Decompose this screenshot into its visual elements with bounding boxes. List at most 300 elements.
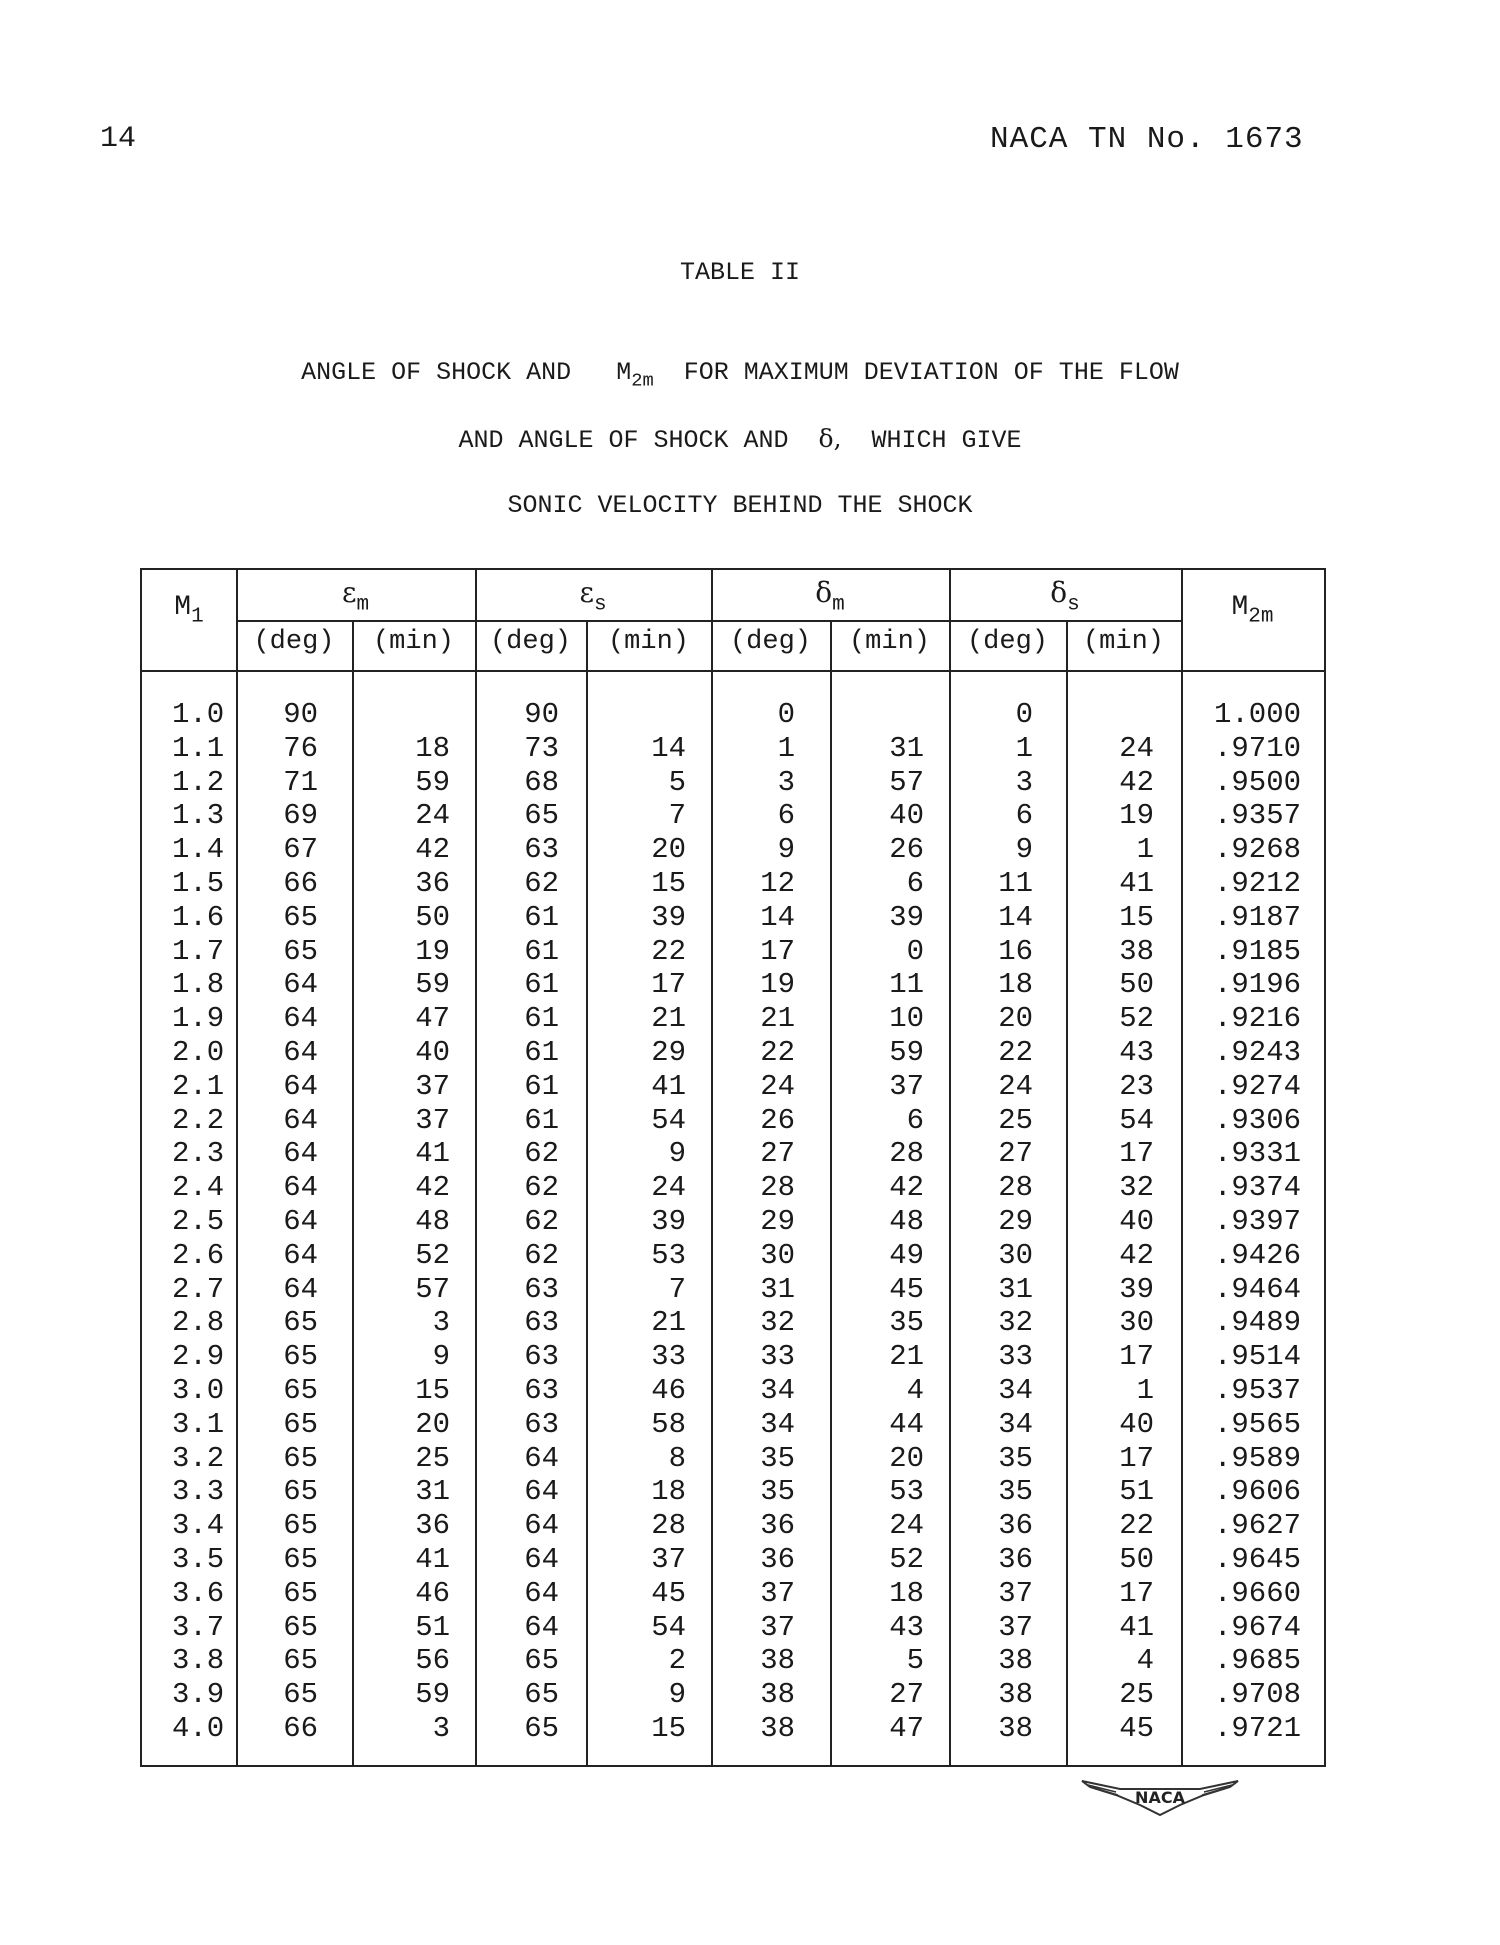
table-cell: .9243 xyxy=(1213,1035,1301,1069)
table-cell: 5 xyxy=(668,765,686,799)
table-cell: .9721 xyxy=(1213,1711,1301,1745)
table-cell: 50 xyxy=(1119,1542,1154,1576)
table-cell: 59 xyxy=(415,968,450,1002)
table-cell: 20 xyxy=(415,1407,450,1441)
table-cell: 45 xyxy=(1119,1711,1154,1745)
column-delta-s-min xyxy=(1066,698,1154,1746)
table-cell: 32 xyxy=(1119,1171,1154,1205)
table-cell: 64 xyxy=(283,1103,318,1137)
table-cell: .9627 xyxy=(1213,1509,1301,1543)
table-cell: 50 xyxy=(1119,968,1154,1002)
column-delta-m-deg xyxy=(711,698,795,1746)
table-cell: 42 xyxy=(1119,1238,1154,1272)
table-cell: 61 xyxy=(524,1002,559,1036)
table-cell: 4 xyxy=(1136,1644,1154,1678)
table-cell: 21 xyxy=(651,1306,686,1340)
table-cell: 26 xyxy=(889,833,924,867)
table-cell: 3.3 xyxy=(172,1475,225,1509)
table-cell: 31 xyxy=(998,1272,1033,1306)
table-cell: 35 xyxy=(760,1475,795,1509)
table-cell: 76 xyxy=(283,731,318,765)
table-cell: 24 xyxy=(651,1171,686,1205)
table-cell: 0 xyxy=(906,934,924,968)
table-cell: 11 xyxy=(998,866,1033,900)
table-cell: 40 xyxy=(1119,1407,1154,1441)
table-cell: 61 xyxy=(524,934,559,968)
table-cell: 22 xyxy=(1119,1509,1154,1543)
table-cell: 37 xyxy=(998,1610,1033,1644)
table-cell: 48 xyxy=(889,1204,924,1238)
table-cell: .9589 xyxy=(1213,1441,1301,1475)
table-cell: 18 xyxy=(415,731,450,765)
table-cell: 65 xyxy=(283,934,318,968)
naca-logo xyxy=(1080,1775,1240,1827)
table-cell: 40 xyxy=(889,799,924,833)
table-cell: 40 xyxy=(415,1035,450,1069)
table-cell: 19 xyxy=(415,934,450,968)
table-cell: 2.8 xyxy=(172,1306,225,1340)
svg-text:NACA: NACA xyxy=(1135,1788,1185,1807)
table-cell: 36 xyxy=(760,1509,795,1543)
table-cell: 20 xyxy=(998,1002,1033,1036)
table-cell: 1 xyxy=(1015,731,1033,765)
column-eps-m-deg xyxy=(236,698,318,1746)
column-delta-m-min xyxy=(830,698,924,1746)
table-cell: 51 xyxy=(415,1610,450,1644)
header-m1: $M_1$ xyxy=(174,592,204,629)
table-cell: 37 xyxy=(415,1103,450,1137)
table-cell: 65 xyxy=(283,1373,318,1407)
table-cell: 51 xyxy=(1119,1475,1154,1509)
table-cell: 1.2 xyxy=(172,765,225,799)
table-cell: 43 xyxy=(1119,1035,1154,1069)
table-cell: 53 xyxy=(889,1475,924,1509)
table-cell: 41 xyxy=(415,1137,450,1171)
table-cell: 47 xyxy=(415,1002,450,1036)
column-eps-m-min xyxy=(352,698,450,1746)
table-cell: 35 xyxy=(998,1475,1033,1509)
table-cell: 28 xyxy=(760,1171,795,1205)
table-cell: 37 xyxy=(760,1576,795,1610)
table-cell: .9565 xyxy=(1213,1407,1301,1441)
table-cell: 57 xyxy=(415,1272,450,1306)
table-cell: 24 xyxy=(889,1509,924,1543)
title-delta-symbol: δ, xyxy=(818,424,842,453)
table-cell: 65 xyxy=(283,1475,318,1509)
table-cell: 49 xyxy=(889,1238,924,1272)
title-m2m-symbol: $M_{2m}$ xyxy=(616,358,654,392)
table-cell: 64 xyxy=(283,1171,318,1205)
table-cell: 35 xyxy=(760,1441,795,1475)
table-cell: 28 xyxy=(998,1171,1033,1205)
subheader-min: (min) xyxy=(372,627,454,657)
table-cell: 0 xyxy=(1015,698,1033,731)
table-cell: 36 xyxy=(415,1509,450,1543)
table-cell: 5 xyxy=(906,1644,924,1678)
table-cell: 65 xyxy=(283,1678,318,1712)
table-cell: 19 xyxy=(1119,799,1154,833)
table-cell: 23 xyxy=(1119,1069,1154,1103)
header-eps-s: $\varepsilon_s$ xyxy=(579,576,607,617)
table-cell: 2.1 xyxy=(172,1069,225,1103)
table-cell: 22 xyxy=(651,934,686,968)
table-cell: 71 xyxy=(283,765,318,799)
table-cell: 1.8 xyxy=(172,968,225,1002)
table-cell: .9274 xyxy=(1213,1069,1301,1103)
subheader-deg: (deg) xyxy=(729,627,811,657)
table-cell: 18 xyxy=(998,968,1033,1002)
table-cell: 24 xyxy=(760,1069,795,1103)
table-cell: 9 xyxy=(668,1678,686,1712)
table-cell: .9514 xyxy=(1213,1340,1301,1374)
table-cell: 38 xyxy=(998,1711,1033,1745)
table-cell: 1.5 xyxy=(172,866,225,900)
table-cell: 3.0 xyxy=(172,1373,225,1407)
table-cell: 33 xyxy=(998,1340,1033,1374)
table-cell: 39 xyxy=(651,1204,686,1238)
table-cell: 17 xyxy=(1119,1340,1154,1374)
table-cell: 46 xyxy=(651,1373,686,1407)
table-cell: 65 xyxy=(283,1340,318,1374)
table-cell: 2.5 xyxy=(172,1204,225,1238)
table-cell: 41 xyxy=(1119,866,1154,900)
table-cell: .9708 xyxy=(1213,1678,1301,1712)
table-cell: 69 xyxy=(283,799,318,833)
table-cell: 31 xyxy=(415,1475,450,1509)
table-cell: .9357 xyxy=(1213,799,1301,833)
table-cell: 65 xyxy=(283,900,318,934)
table-cell: 1.7 xyxy=(172,934,225,968)
table-cell: 1 xyxy=(1136,833,1154,867)
header-delta-m: $\delta_m$ xyxy=(815,576,845,617)
table-cell: 29 xyxy=(998,1204,1033,1238)
table-cell: 56 xyxy=(415,1644,450,1678)
table-cell: 66 xyxy=(283,866,318,900)
table-cell: 47 xyxy=(889,1711,924,1745)
table-cell: 36 xyxy=(415,866,450,900)
table-cell: .9185 xyxy=(1213,934,1301,968)
table-cell: 3 xyxy=(777,765,795,799)
table-cell: 62 xyxy=(524,1238,559,1272)
table-cell: 6 xyxy=(1015,799,1033,833)
table-cell: 30 xyxy=(1119,1306,1154,1340)
table-cell: 38 xyxy=(760,1644,795,1678)
column-eps-s-deg xyxy=(475,698,559,1746)
table-cell: 63 xyxy=(524,1340,559,1374)
table-cell: 15 xyxy=(1119,900,1154,934)
table-cell: 37 xyxy=(998,1576,1033,1610)
table-cell: .9306 xyxy=(1213,1103,1301,1137)
table-title-line-1 xyxy=(0,358,1480,392)
table-cell: .9374 xyxy=(1213,1171,1301,1205)
table-cell: 39 xyxy=(1119,1272,1154,1306)
table-cell: 9 xyxy=(432,1340,450,1374)
table-cell: 2.4 xyxy=(172,1171,225,1205)
table-cell: 3.9 xyxy=(172,1678,225,1712)
table-cell: .9685 xyxy=(1213,1644,1301,1678)
table-cell xyxy=(830,698,924,732)
table-cell: 46 xyxy=(415,1576,450,1610)
table-cell: 20 xyxy=(651,833,686,867)
table-cell: 0 xyxy=(777,698,795,731)
table-cell: 45 xyxy=(651,1576,686,1610)
table-cell: 54 xyxy=(1119,1103,1154,1137)
table-cell: 63 xyxy=(524,1407,559,1441)
table-cell: 29 xyxy=(760,1204,795,1238)
table-cell: 1.0 xyxy=(172,698,225,731)
table-cell: 14 xyxy=(651,731,686,765)
table-cell: 6 xyxy=(777,799,795,833)
table-cell: 64 xyxy=(283,1204,318,1238)
table-cell: 39 xyxy=(651,900,686,934)
table-cell: 64 xyxy=(524,1576,559,1610)
table-cell: 2.9 xyxy=(172,1340,225,1374)
table-cell xyxy=(352,698,450,732)
table-cell: 1.6 xyxy=(172,900,225,934)
table-cell: 14 xyxy=(760,900,795,934)
table-cell: 2.0 xyxy=(172,1035,225,1069)
table-cell xyxy=(586,698,686,732)
table-cell: .9268 xyxy=(1213,833,1301,867)
column-delta-s-deg xyxy=(949,698,1033,1746)
table-title-line-3: SONIC VELOCITY BEHIND THE SHOCK xyxy=(507,491,973,520)
table-cell: 64 xyxy=(283,1069,318,1103)
table-cell: 2 xyxy=(668,1644,686,1678)
table-cell: 65 xyxy=(283,1441,318,1475)
table-cell: 21 xyxy=(760,1002,795,1036)
table-cell: 3 xyxy=(1015,765,1033,799)
table-cell: 63 xyxy=(524,833,559,867)
subheader-min: (min) xyxy=(848,627,930,657)
table-cell: 64 xyxy=(283,1002,318,1036)
table-title-line-2 xyxy=(0,424,1480,455)
table-cell: 66 xyxy=(283,1711,318,1745)
table-cell: 1 xyxy=(777,731,795,765)
title-line-2-prefix: AND ANGLE OF SHOCK AND xyxy=(458,426,789,455)
rule xyxy=(142,670,1324,672)
document-id: NACA TN No. 1673 xyxy=(990,122,1304,157)
table-cell: 54 xyxy=(651,1610,686,1644)
table-cell: .9674 xyxy=(1213,1610,1301,1644)
table-cell: 42 xyxy=(1119,765,1154,799)
table-cell: 29 xyxy=(651,1035,686,1069)
table-cell: .9212 xyxy=(1213,866,1301,900)
table-cell: 3.2 xyxy=(172,1441,225,1475)
column-eps-s-min xyxy=(586,698,686,1746)
table-cell: 14 xyxy=(998,900,1033,934)
table-cell: 62 xyxy=(524,1171,559,1205)
table-cell: 41 xyxy=(415,1542,450,1576)
table-cell: 41 xyxy=(651,1069,686,1103)
table-cell: 10 xyxy=(889,1002,924,1036)
column-m2m xyxy=(1181,698,1301,1746)
table-cell: .9645 xyxy=(1213,1542,1301,1576)
table-cell: 44 xyxy=(889,1407,924,1441)
table-cell: 64 xyxy=(524,1475,559,1509)
table-cell: 31 xyxy=(760,1272,795,1306)
table-cell: 59 xyxy=(415,1678,450,1712)
table-cell: 7 xyxy=(668,799,686,833)
table-cell: 9 xyxy=(1015,833,1033,867)
table-cell: 6 xyxy=(906,1103,924,1137)
table-cell: 12 xyxy=(760,866,795,900)
table-cell: 36 xyxy=(760,1542,795,1576)
table-cell: 67 xyxy=(283,833,318,867)
table-cell: 43 xyxy=(889,1610,924,1644)
table-cell: 38 xyxy=(1119,934,1154,968)
table-cell: 52 xyxy=(1119,1002,1154,1036)
table-cell: 32 xyxy=(760,1306,795,1340)
table-cell: 73 xyxy=(524,731,559,765)
table-cell: 26 xyxy=(760,1103,795,1137)
table-cell: 40 xyxy=(1119,1204,1154,1238)
table-cell: 6 xyxy=(906,866,924,900)
table-cell: 59 xyxy=(415,765,450,799)
title-line-1-suffix: FOR MAXIMUM DEVIATION OF THE FLOW xyxy=(683,358,1179,387)
table-cell: 53 xyxy=(651,1238,686,1272)
table-cell: .9397 xyxy=(1213,1204,1301,1238)
table-cell: 28 xyxy=(889,1137,924,1171)
table-cell: 27 xyxy=(998,1137,1033,1171)
table-cell: 65 xyxy=(283,1644,318,1678)
header-delta-s: $\delta_s$ xyxy=(1050,576,1080,617)
table-cell: 65 xyxy=(283,1509,318,1543)
table-cell: 18 xyxy=(651,1475,686,1509)
table-cell: 30 xyxy=(760,1238,795,1272)
table-cell: 17 xyxy=(651,968,686,1002)
header-eps-m: $\varepsilon_m$ xyxy=(341,576,370,617)
table-cell: 32 xyxy=(998,1306,1033,1340)
table-cell: .9500 xyxy=(1213,765,1301,799)
table-cell: 38 xyxy=(760,1678,795,1712)
table-cell: 27 xyxy=(889,1678,924,1712)
table-cell: .9710 xyxy=(1213,731,1301,765)
table-cell: 19 xyxy=(760,968,795,1002)
table-cell: 8 xyxy=(668,1441,686,1475)
table-cell: 39 xyxy=(889,900,924,934)
table-cell xyxy=(1066,698,1154,732)
table-cell: 20 xyxy=(889,1441,924,1475)
table-cell: 61 xyxy=(524,1103,559,1137)
table-cell: 62 xyxy=(524,1204,559,1238)
table-cell: .9660 xyxy=(1213,1576,1301,1610)
table-cell: 64 xyxy=(524,1509,559,1543)
table-cell: 38 xyxy=(998,1678,1033,1712)
table-cell: 2.2 xyxy=(172,1103,225,1137)
table-cell: 90 xyxy=(524,698,559,731)
table-cell: 64 xyxy=(524,1610,559,1644)
table-cell: 52 xyxy=(415,1238,450,1272)
table-cell: 63 xyxy=(524,1272,559,1306)
table-cell: 33 xyxy=(760,1340,795,1374)
table-cell: 3.5 xyxy=(172,1542,225,1576)
table-cell: 61 xyxy=(524,968,559,1002)
table-cell: 64 xyxy=(283,1137,318,1171)
table-cell: .9196 xyxy=(1213,968,1301,1002)
table-cell: 9 xyxy=(668,1137,686,1171)
table-cell: 61 xyxy=(524,1069,559,1103)
table-cell: 50 xyxy=(415,900,450,934)
table-cell: 1.3 xyxy=(172,799,225,833)
page-number: 14 xyxy=(100,122,137,156)
table-cell: 25 xyxy=(415,1441,450,1475)
table-cell: .9331 xyxy=(1213,1137,1301,1171)
table-cell: .9537 xyxy=(1213,1373,1301,1407)
table-cell: 48 xyxy=(415,1204,450,1238)
table-cell: 90 xyxy=(283,698,318,731)
table-cell: 17 xyxy=(760,934,795,968)
table-cell: 24 xyxy=(1119,731,1154,765)
table-cell: 27 xyxy=(760,1137,795,1171)
table-cell: 30 xyxy=(998,1238,1033,1272)
table-cell: 42 xyxy=(415,833,450,867)
table-cell: 34 xyxy=(998,1407,1033,1441)
table-cell: 7 xyxy=(668,1272,686,1306)
table-cell: 62 xyxy=(524,866,559,900)
table-cell: 2.6 xyxy=(172,1238,225,1272)
table-cell: 16 xyxy=(998,934,1033,968)
table-cell: 61 xyxy=(524,1035,559,1069)
table-cell: 35 xyxy=(998,1441,1033,1475)
table-cell: 2.7 xyxy=(172,1272,225,1306)
table-cell: 1.000 xyxy=(1213,698,1301,731)
table-cell: 58 xyxy=(651,1407,686,1441)
table-cell: 21 xyxy=(889,1340,924,1374)
table-cell: 52 xyxy=(889,1542,924,1576)
table-cell: 3 xyxy=(432,1306,450,1340)
column-m1 xyxy=(172,698,232,1746)
table-cell: 65 xyxy=(283,1306,318,1340)
title-line-1-prefix: ANGLE OF SHOCK AND xyxy=(301,358,572,387)
table-cell: .9606 xyxy=(1213,1475,1301,1509)
table-cell: 9 xyxy=(777,833,795,867)
table-cell: 65 xyxy=(283,1542,318,1576)
table-cell: 65 xyxy=(283,1407,318,1441)
table-cell: 65 xyxy=(524,1644,559,1678)
table-cell: 34 xyxy=(760,1407,795,1441)
table-cell: .9187 xyxy=(1213,900,1301,934)
table-cell: 37 xyxy=(889,1069,924,1103)
table-cell: 35 xyxy=(889,1306,924,1340)
subheader-deg: (deg) xyxy=(966,627,1048,657)
subheader-min: (min) xyxy=(1082,627,1164,657)
table-cell: 38 xyxy=(760,1711,795,1745)
table-cell: 63 xyxy=(524,1306,559,1340)
table-cell: 22 xyxy=(998,1035,1033,1069)
table-cell: 31 xyxy=(889,731,924,765)
table-cell: 11 xyxy=(889,968,924,1002)
table-cell: 1.1 xyxy=(172,731,225,765)
table-cell: 15 xyxy=(651,1711,686,1745)
table-cell: 64 xyxy=(283,1272,318,1306)
table-cell: 38 xyxy=(998,1644,1033,1678)
table-cell: 4.0 xyxy=(172,1711,225,1745)
table-cell: 36 xyxy=(998,1509,1033,1543)
table-cell: 18 xyxy=(889,1576,924,1610)
header-m2m: $M_{2m}$ xyxy=(1231,592,1274,629)
table-cell: .9489 xyxy=(1213,1306,1301,1340)
table-cell: 65 xyxy=(524,799,559,833)
title-line-2-suffix: WHICH GIVE xyxy=(871,426,1022,455)
table-cell: 1.4 xyxy=(172,833,225,867)
table-cell: 54 xyxy=(651,1103,686,1137)
table-cell: 36 xyxy=(998,1542,1033,1576)
table-cell: 17 xyxy=(1119,1137,1154,1171)
table-cell: 65 xyxy=(283,1610,318,1644)
table-cell: 64 xyxy=(283,1035,318,1069)
table-cell: 33 xyxy=(651,1340,686,1374)
data-table xyxy=(140,568,1326,1767)
